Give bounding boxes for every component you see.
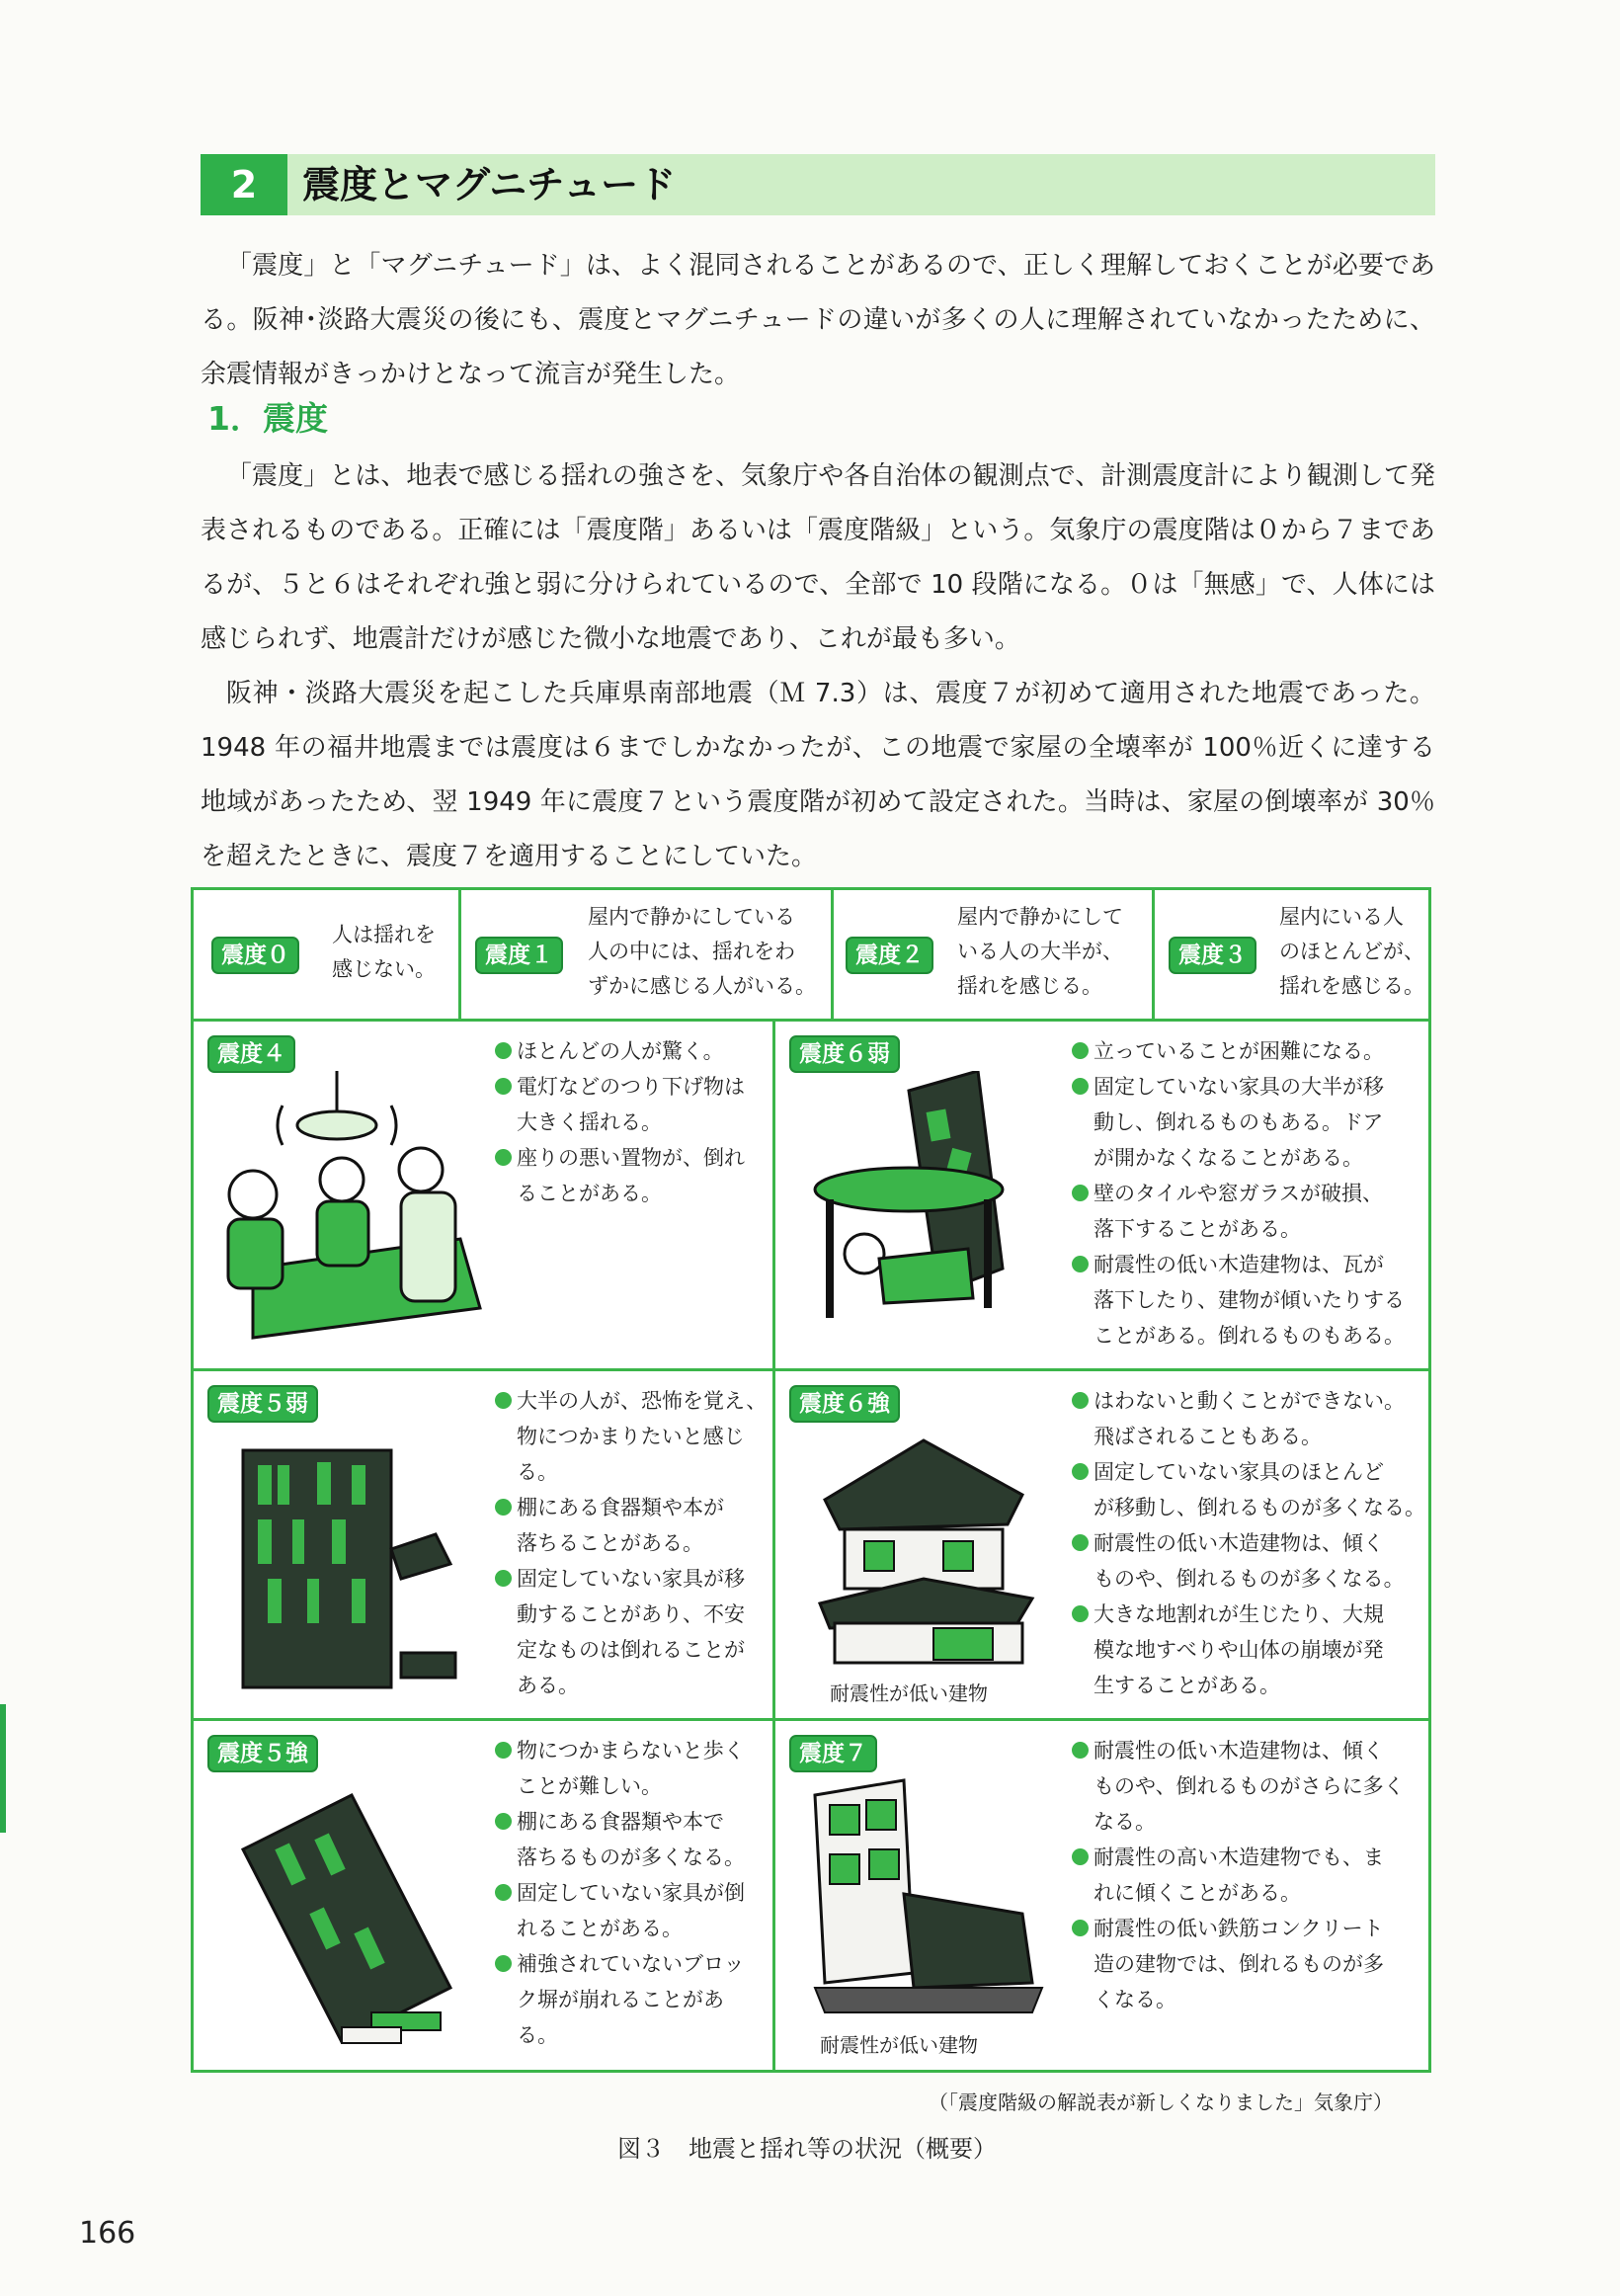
effect-line: 落ちるものが多くなる。 [517, 1845, 745, 1869]
effect-line: 固定していない家具が倒 [517, 1881, 745, 1905]
desc-line: ずかに感じる人がいる。 [588, 974, 816, 998]
effect-line: が開かなくなることがある。 [1094, 1146, 1363, 1170]
level-5-upper-effects [495, 1733, 745, 2053]
level-4-effects [495, 1033, 745, 1211]
effect-item [495, 1490, 767, 1561]
body-paragraph-2: 阪神・淡路大震災を起こした兵庫県南部地震（Ｍ 7.3）は、震度７が初めて適用された地震であった。1948 年の福井地震までは震度は６までしかなかったが、この地震で家屋の全壊率が 100％近くに達する地域があったため、翌 1949 年に震度７という震度階が初めて設定された。当時は、家屋の倒壊率が 30％を超えたときに、震度７を適用することにしていた。 [201, 679, 1435, 871]
section-header [201, 154, 1435, 215]
effect-line: 補強されていないブロッ [517, 1952, 745, 1976]
figure-caption: 図３ 地震と揺れ等の状況（概要） [617, 2135, 997, 2163]
badge-level-6-upper: 震度６強 [789, 1385, 900, 1423]
effect-line: 立っていることが困難になる。 [1094, 1039, 1384, 1063]
level-0-cell [194, 890, 458, 1019]
effect-item [1072, 1525, 1425, 1597]
level-6-lower-effects [1072, 1033, 1405, 1353]
effect-line: 造の建物では、倒れるものが多 [1094, 1952, 1384, 1976]
effect-line: ことがある。倒れるものもある。 [1094, 1324, 1405, 1348]
effect-line: くなる。 [1094, 1988, 1176, 2011]
badge-level-6-lower: 震度６弱 [789, 1035, 900, 1073]
section-title: 震度とマグニチュード [302, 163, 677, 206]
effect-item [1072, 1176, 1405, 1247]
page-number: 166 [79, 2216, 136, 2251]
effect-line: 座りの悪い置物が、倒れ [517, 1146, 745, 1170]
level-3-desc [1279, 900, 1424, 1004]
badge-level-5-upper: 震度５強 [207, 1735, 318, 1772]
effect-item [495, 1069, 745, 1140]
level-6-upper-caption: 耐震性が低い建物 [830, 1681, 988, 1705]
effect-line: 落下することがある。 [1094, 1217, 1301, 1241]
desc-line: 屋内にいる人 [1279, 905, 1404, 929]
effect-item [495, 1140, 745, 1211]
desc-line: 揺れを感じる。 [1279, 974, 1424, 998]
effect-line: れることがある。 [517, 1917, 683, 1940]
effect-item [1072, 1840, 1405, 1911]
effect-item [1072, 1247, 1405, 1353]
effect-line: 耐震性の低い木造建物は、傾く [1094, 1531, 1384, 1555]
panel-level-5-lower [194, 1371, 772, 1718]
effect-line: 動することがあり、不安 [517, 1602, 745, 1626]
effect-line: 物につかまりたいと感じ [517, 1425, 745, 1448]
effect-line: ることがある。 [517, 1182, 662, 1205]
effect-line: 耐震性の低い木造建物は、瓦が [1094, 1253, 1384, 1276]
effect-line: 大きく揺れる。 [517, 1110, 662, 1134]
effect-item [495, 1946, 745, 2053]
desc-line: 屋内で静かにして [957, 905, 1123, 929]
bookshelf-illustration [223, 1440, 480, 1697]
effect-item [495, 1733, 745, 1804]
effect-item [1072, 1911, 1405, 2017]
collapsed-building-illustration [795, 1775, 1052, 2017]
desc-line: いる人の大半が、 [957, 940, 1123, 963]
effect-line: 棚にある食器類や本で [517, 1810, 724, 1834]
subsection-title: 1．震度 [207, 399, 328, 438]
level-1-desc [588, 900, 816, 1004]
effect-line: 固定していない家具が移 [517, 1567, 745, 1591]
body-paragraphs [201, 450, 1435, 884]
panel-level-6-upper [775, 1371, 1428, 1718]
panel-level-4 [194, 1022, 772, 1368]
effect-line: ことが難しい。 [517, 1774, 662, 1798]
intro-text: 「震度」と「マグニチュード」は、よく混同されることがあるので、正しく理解しておくことが必要である。阪神･淡路大震災の後にも、震度とマグニチュードの違いが多くの人に理解されていなかったために、余震情報がきっかけとなって流言が発生した。 [201, 251, 1435, 389]
level-6-upper-effects [1072, 1383, 1425, 1703]
effect-item [1072, 1033, 1405, 1069]
effect-line: 壁のタイルや窓ガラスが破損、 [1094, 1182, 1383, 1205]
desc-line: 感じない。 [332, 957, 436, 981]
intensity-figure [191, 887, 1431, 2073]
level-5-lower-effects [495, 1383, 767, 1703]
panel-level-6-lower [775, 1022, 1428, 1368]
shaking-room-illustration [213, 1071, 500, 1357]
effect-item [1072, 1069, 1405, 1176]
effect-item [1072, 1597, 1425, 1703]
badge-level-1: 震度１ [475, 937, 563, 974]
section-number: 2 [201, 154, 287, 215]
level-7-caption: 耐震性が低い建物 [820, 2033, 978, 2057]
badge-level-2: 震度２ [846, 937, 933, 974]
badge-level-0: 震度０ [211, 937, 299, 974]
badge-level-7: 震度７ [789, 1735, 877, 1772]
panel-level-5-upper [194, 1721, 772, 2070]
level-1-cell [461, 890, 831, 1019]
effect-line: 大半の人が、恐怖を覚え、 [517, 1389, 768, 1413]
edge-tab [0, 1704, 6, 1833]
effect-line: 物につかまらないと歩く [517, 1739, 745, 1763]
effect-line: 落下したり、建物が傾いたりする [1094, 1288, 1405, 1312]
effect-line: 落ちることがある。 [517, 1531, 703, 1555]
intro-paragraph [201, 239, 1435, 402]
effect-line: 棚にある食器類や本が [517, 1496, 724, 1519]
effect-item [495, 1561, 767, 1703]
desc-line: 屋内で静かにしている [588, 905, 795, 929]
effect-line: れに傾くことがある。 [1094, 1881, 1301, 1905]
effect-line: 耐震性の低い鉄筋コンクリート [1094, 1917, 1384, 1940]
effect-line: 生することがある。 [1094, 1674, 1280, 1697]
effect-item [495, 1875, 745, 1946]
effect-line: 電灯などのつり下げ物は [517, 1075, 745, 1099]
effect-item [495, 1383, 767, 1490]
effect-item [1072, 1454, 1425, 1525]
effect-line: ある。 [517, 1674, 579, 1697]
badge-level-3: 震度３ [1169, 937, 1256, 974]
effect-item [1072, 1383, 1425, 1454]
figure-source: （「震度階級の解説表が新しくなりました」気象庁） [929, 2091, 1393, 2114]
effect-line: ほとんどの人が驚く。 [517, 1039, 724, 1063]
effect-line: ク塀が崩れることがあ [517, 1988, 724, 2011]
effect-line: ものや、倒れるものがさらに多く [1094, 1774, 1405, 1798]
badge-level-5-lower: 震度５弱 [207, 1385, 318, 1423]
effect-line: 耐震性の低い木造建物は、傾く [1094, 1739, 1384, 1763]
effect-line: 固定していない家具の大半が移 [1094, 1075, 1384, 1099]
effect-line: はわないと動くことができない。 [1094, 1389, 1405, 1413]
level-2-desc [957, 900, 1123, 1004]
desc-line: のほとんどが、 [1279, 940, 1424, 963]
effect-line: なる。 [1094, 1810, 1156, 1834]
desc-line: 揺れを感じる。 [957, 974, 1102, 998]
effect-line: 模な地すべりや山体の崩壊が発 [1094, 1638, 1384, 1662]
badge-level-4: 震度４ [207, 1035, 295, 1073]
effect-line: る。 [517, 1460, 558, 1484]
effect-line: 耐震性の高い木造建物でも、ま [1094, 1845, 1384, 1869]
effect-line: 動し、倒れるものもある。ドア [1094, 1110, 1384, 1134]
effect-line: る。 [517, 2023, 558, 2047]
level-7-effects [1072, 1733, 1405, 2017]
effect-item [495, 1804, 745, 1875]
desc-line: 人は揺れを [332, 923, 436, 946]
effect-line: 大きな地割れが生じたり、大規 [1094, 1602, 1384, 1626]
effect-line: が移動し、倒れるものが多くなる。 [1094, 1496, 1425, 1519]
effect-line: ものや、倒れるものが多くなる。 [1094, 1567, 1405, 1591]
damaged-house-illustration [795, 1431, 1052, 1668]
effect-line: 飛ばされることもある。 [1094, 1425, 1322, 1448]
effect-item [1072, 1733, 1405, 1840]
falling-bookshelf-illustration [223, 1790, 490, 2057]
effect-line: 固定していない家具のほとんど [1094, 1460, 1384, 1484]
panel-level-7 [775, 1721, 1428, 2070]
level-0-desc [332, 918, 436, 987]
level-2-cell [834, 890, 1152, 1019]
desc-line: 人の中には、揺れをわ [588, 940, 795, 963]
effect-item [495, 1033, 745, 1069]
table-shelter-illustration [790, 1071, 1057, 1357]
body-paragraph-1: 「震度」とは、地表で感じる揺れの強さを、気象庁や各自治体の観測点で、計測震度計により観測して発表されるものである。正確には「震度階」あるいは「震度階級」という。気象庁の震度階は０から７まであるが、５と６はそれぞれ強と弱に分けられているので、全部で 10 段階になる。０は「無感」で、人体には感じられず、地震計だけが感じた微小な地震であり、これが最も多い。 [201, 461, 1435, 654]
level-3-cell [1155, 890, 1428, 1019]
effect-line: 定なものは倒れることが [517, 1638, 745, 1662]
